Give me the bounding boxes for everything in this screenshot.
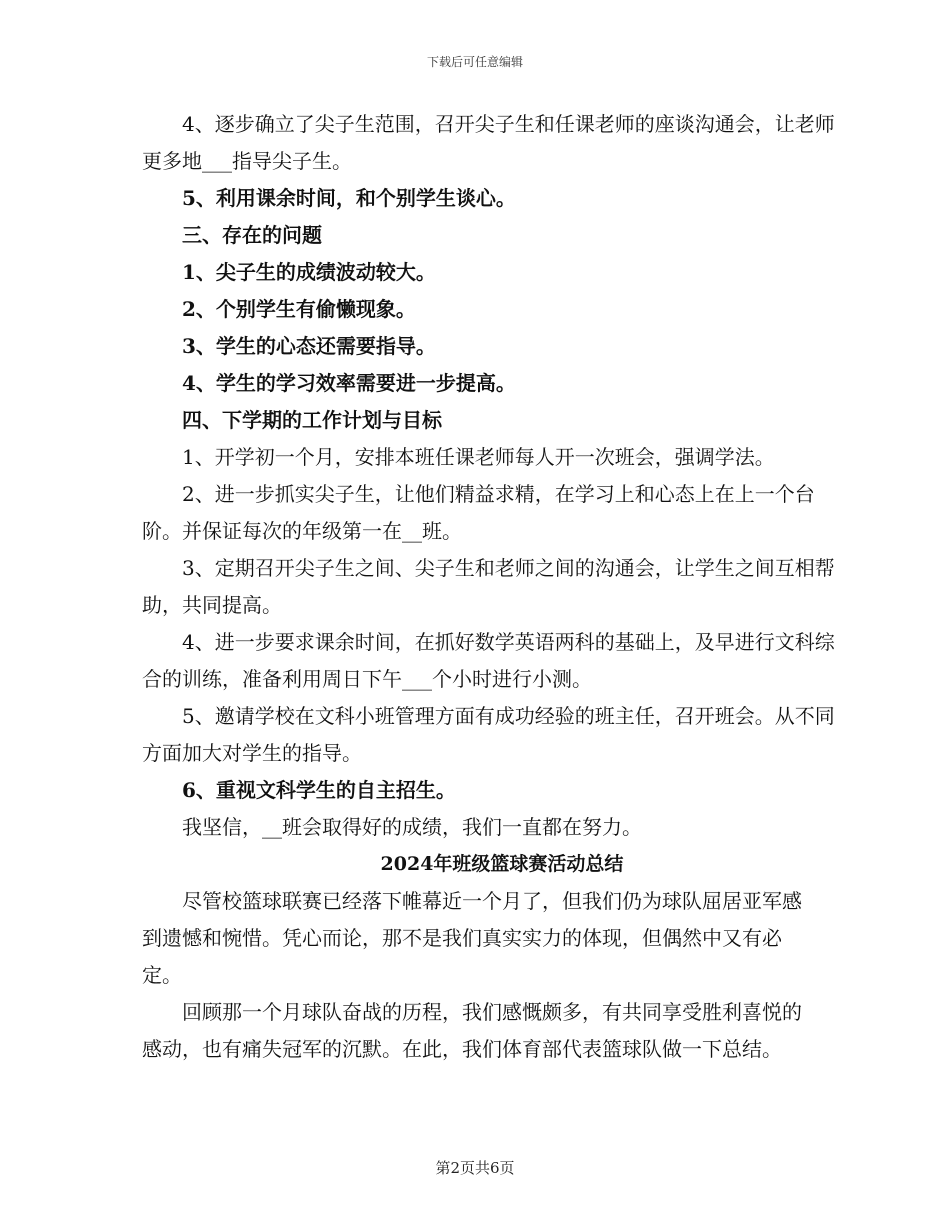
paragraph: 3、定期召开尖子生之间、尖子生和老师之间的沟通会，让学生之间互相帮助，共同提高。	[142, 556, 835, 617]
page-header: 下载后可任意编辑	[426, 55, 523, 69]
paragraph: 4、逐步确立了尖子生范围，召开尖子生和任课老师的座谈沟通会，让老师更多地___指导尖子生。	[142, 112, 835, 173]
section-heading: 四、下学期的工作计划与目标	[182, 408, 442, 432]
paragraph: 3、学生的心态还需要指导。	[182, 334, 436, 358]
paragraph: 我坚信，__班会取得好的成绩，我们一直都在努力。	[182, 815, 642, 839]
paragraph: 4、学生的学习效率需要进一步提高。	[182, 371, 516, 395]
paragraph: 尽管校篮球联赛已经落下帷幕近一个月了，但我们仍为球队屈居亚军感到遗憾和惋惜。凭心而论，那不是我们真实实力的体现，但偶然中又有必定。	[142, 889, 802, 987]
paragraph: 5、邀请学校在文科小班管理方面有成功经验的班主任，召开班会。从不同方面加大对学生的指导。	[142, 704, 835, 765]
section-title: 2024年班级篮球赛活动总结	[380, 853, 624, 875]
page-footer: 第2页共6页	[435, 1159, 515, 1177]
paragraph: 1、尖子生的成绩波动较大。	[182, 260, 436, 284]
paragraph: 1、开学初一个月，安排本班任课老师每人开一次班会，强调学法。	[182, 445, 775, 469]
paragraph: 回顾那一个月球队奋战的历程，我们感慨颇多，有共同享受胜利喜悦的感动，也有痛失冠军的沉默。在此，我们体育部代表篮球队做一下总结。	[142, 1000, 802, 1061]
paragraph: 2、个别学生有偷懒现象。	[182, 297, 416, 321]
document-body	[142, 106, 842, 1068]
paragraph: 5、利用课余时间，和个别学生谈心。	[182, 186, 516, 210]
paragraph: 4、进一步要求课余时间，在抓好数学英语两科的基础上，及早进行文科综合的训练，准备利用周日下午___个小时进行小测。	[142, 630, 835, 691]
paragraph: 2、进一步抓实尖子生，让他们精益求精，在学习上和心态上在上一个台阶。并保证每次的年级第一在__班。	[142, 482, 815, 543]
section-heading: 三、存在的问题	[182, 223, 322, 247]
paragraph: 6、重视文科学生的自主招生。	[182, 778, 456, 802]
